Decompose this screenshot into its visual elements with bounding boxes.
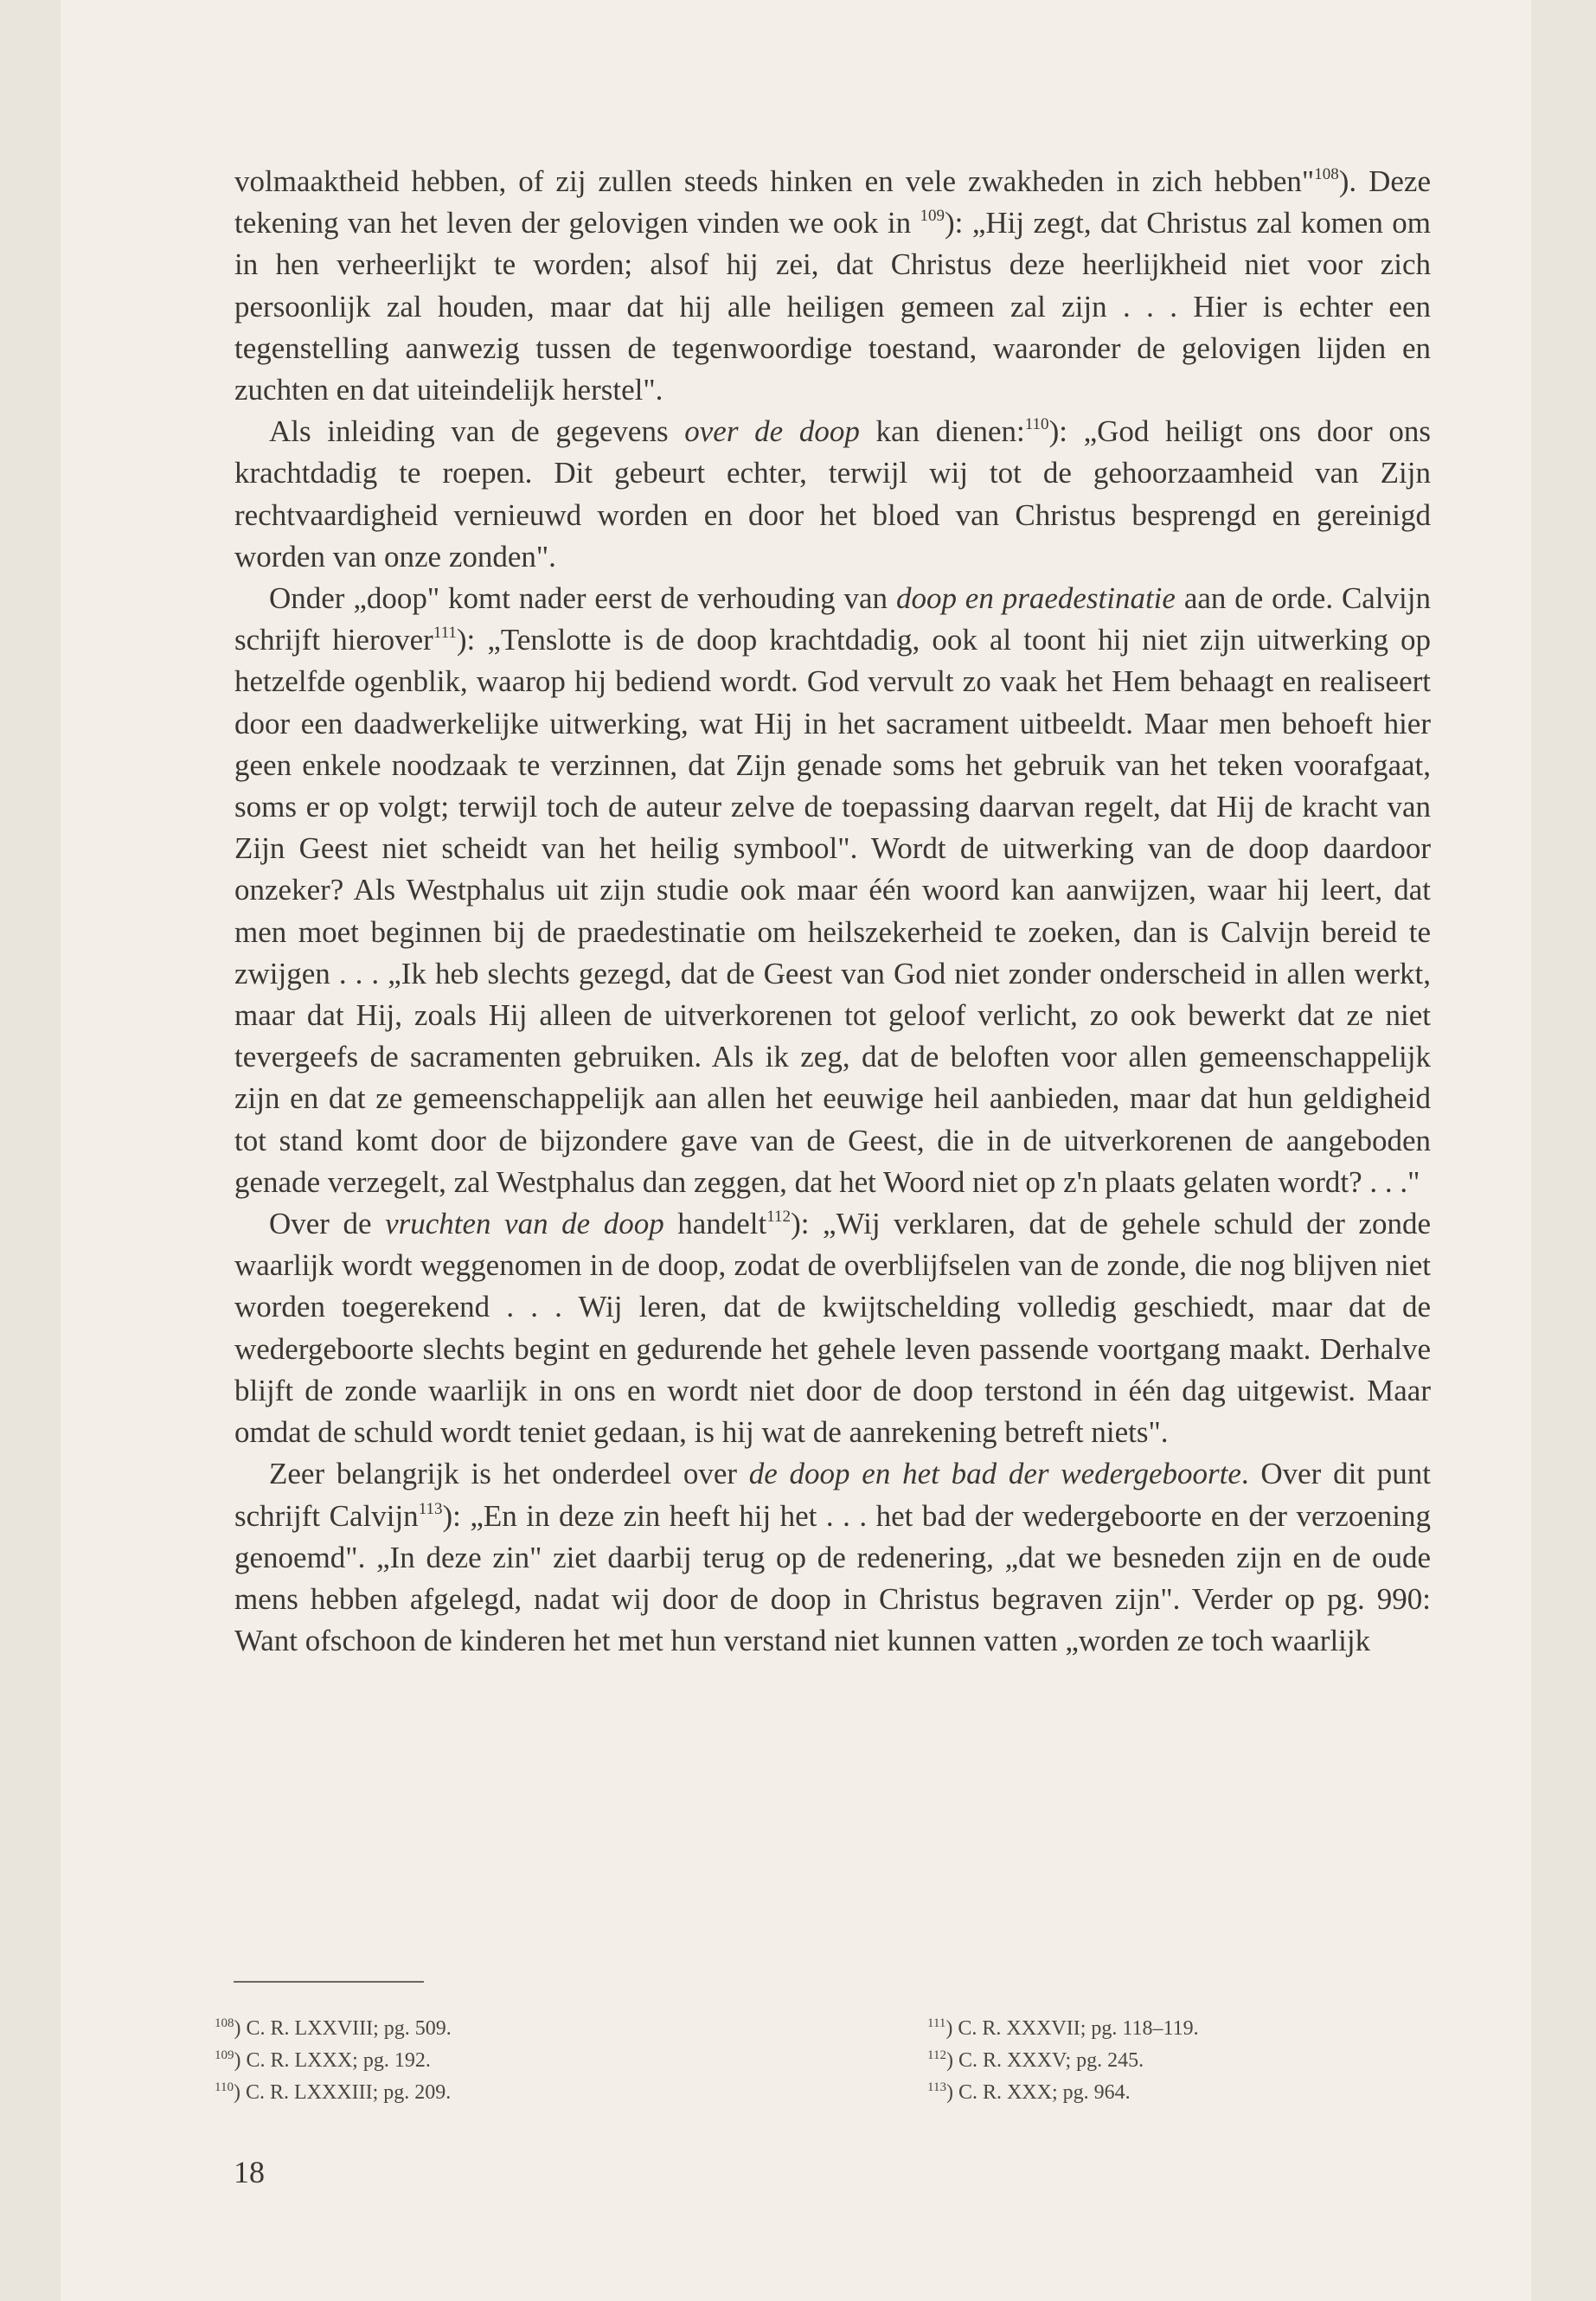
footnote-ref: 111 bbox=[433, 624, 457, 643]
footnote bbox=[215, 2078, 451, 2107]
footnote bbox=[927, 2078, 1131, 2107]
paragraph bbox=[234, 1453, 1431, 1662]
footnote-text: ) C. R. XXXVII; pg. 118–119. bbox=[945, 2017, 1199, 2040]
footnote-text: ) C. R. XXX; pg. 964. bbox=[945, 2081, 1131, 2104]
footnote-number: 113 bbox=[927, 2080, 946, 2094]
text-run: . Over dit punt schrijft Calvijn bbox=[234, 1457, 1432, 1533]
footnote-rule bbox=[234, 1981, 424, 1983]
footnote-ref: 113 bbox=[418, 1499, 443, 1518]
text-run: Over de bbox=[269, 1207, 386, 1241]
footnote-text: ) C. R. LXXX; pg. 192. bbox=[234, 2049, 431, 2072]
text-run: aan de orde. Calvijn schrijft hierover bbox=[234, 581, 1432, 657]
footnote bbox=[927, 2014, 1199, 2043]
footnote bbox=[215, 2014, 452, 2043]
footnote-number: 112 bbox=[927, 2048, 946, 2062]
footnote-number: 111 bbox=[927, 2016, 946, 2030]
italic-phrase: over de doop bbox=[684, 414, 860, 449]
footnote-ref: 110 bbox=[1024, 415, 1049, 434]
paragraph bbox=[234, 578, 1431, 1203]
italic-phrase: de doop en het bad der wedergeboorte bbox=[748, 1457, 1241, 1491]
text-run: ): „Hij zegt, dat Christus zal komen om in hen verheerlijkt te worden; alsof hij zei, dat Christus deze heerlijkheid niet voor zich persoonlijk zal houden, maar dat hij alle heiligen gemeen zal zijn . . . Hier is echter een tegenstelling aanwezig tussen de tegenwoordige toestand, waaronder de gelovigen lijden en zuchten en dat uiteindelijk herstel". bbox=[234, 206, 1432, 407]
text-run: kan dienen: bbox=[859, 414, 1025, 449]
text-run: ): „En in deze zin heeft hij het . . . het bad der wedergeboorte en der verzoening genoemd". „In deze zin" ziet daarbij terug op de redenering, „dat we besneden zijn en de oude mens hebben afgelegd, nadat wij door de doop in Christus begraven zijn". Verder op pg. 990: Want ofschoon de kinderen het met hun verstand niet kunnen vatten „worden ze toch waarlijk bbox=[234, 1498, 1431, 1658]
page-number: 18 bbox=[234, 2155, 265, 2189]
footnote-text: ) C. R. LXXVIII; pg. 509. bbox=[234, 2017, 452, 2040]
footnote-number: 110 bbox=[215, 2080, 234, 2094]
text-run: ): „Wij verklaren, dat de gehele schuld der zonde waarlijk wordt weggenomen in de doop, zodat de overblijfselen van de zonde, die nog blijven niet worden toegerekend . . . Wij leren, dat de kwijtschelding volledig geschiedt, maar dat de wedergeboorte slechts begint en gedurende het gehele leven passende voortgang maakt. Derhalve blijft de zonde waarlijk in ons en wordt niet door de doop terstond in één dag uitgewist. Maar omdat de schuld wordt teniet gedaan, is hij wat de aanrekening betreft niets". bbox=[234, 1207, 1431, 1450]
italic-phrase: doop en praedestinatie bbox=[895, 581, 1176, 616]
footnote bbox=[215, 2046, 431, 2075]
paragraph bbox=[234, 411, 1431, 578]
footnote-number: 108 bbox=[215, 2016, 234, 2030]
footnote-text: ) C. R. XXXV; pg. 245. bbox=[945, 2049, 1144, 2072]
footnote bbox=[927, 2046, 1144, 2075]
paragraph bbox=[234, 161, 1431, 411]
text-run: ). Deze tekening van het leven der gelovigen vinden we ook in bbox=[234, 164, 1431, 240]
italic-phrase: vruchten van de doop bbox=[385, 1207, 664, 1241]
text-run: Zeer belangrijk is het onderdeel over bbox=[269, 1457, 749, 1491]
text-run: volmaaktheid hebben, of zij zullen steeds hinken en vele zwakheden in zich hebben" bbox=[234, 164, 1315, 198]
footnote-ref: 109 bbox=[920, 207, 945, 226]
text-run: handelt bbox=[663, 1207, 767, 1241]
footnote-ref: 108 bbox=[1314, 165, 1339, 183]
paragraph bbox=[234, 1203, 1431, 1453]
footnote-text: ) C. R. LXXXIII; pg. 209. bbox=[233, 2081, 452, 2104]
footnote-ref: 112 bbox=[766, 1208, 792, 1227]
text-run: Als inleiding van de gegevens bbox=[269, 414, 685, 449]
footnote-number: 109 bbox=[215, 2048, 234, 2062]
text-run: ): „God heiligt ons door ons krachtdadig te roepen. Dit gebeurt echter, terwijl wij tot de gehoorzaamheid van Zijn rechtvaardigheid vernieuwd worden en door het bloed van Christus besprengd en gereinigd worden van onze zonden". bbox=[234, 414, 1431, 574]
text-run: ): „Tenslotte is de doop krachtdadig, ook al toont hij niet zijn uitwerking op hetzelfde ogenblik, waarop hij bediend wordt. God vervult zo vaak het Hem behaagt en realiseert door een daadwerkelijke uitwerking, wat Hij in het sacrament uitbeeldt. Maar men behoeft hier geen enkele noodzaak te verzinnen, dat Zijn genade soms het gebruik van het teken voorafgaat, soms er op volgt; terwijl toch de auteur zelve de toepassing daarvan regelt, dat Hij de kracht van Zijn Geest niet scheidt van het heilig symbool". Wordt de uitwerking van de doop daardoor onzeker? Als Westphalus uit zijn studie ook maar één woord kan aanwijzen, waar hij leert, dat men moet beginnen bij de praedestinatie om heilszekerheid te zoeken, dan is Calvijn bereid te zwijgen . . . „Ik heb slechts gezegd, dat de Geest van God niet zonder onderscheid in allen werkt, maar dat Hij, zoals Hij alleen de uitverkorenen tot geloof verlicht, zo ook bewerkt dat ze niet tevergeefs de sacramenten gebruiken. Als ik zeg, dat de beloften voor allen gemeenschappelijk zijn en dat ze gemeenschappelijk aan allen het eeuwige heil aanbieden, maar dat hun geldigheid tot stand komt door de bijzondere gave van de Geest, die in de uitverkorenen de aangeboden genade verzegelt, zal Westphalus dan zeggen, dat het Woord niet op z'n plaats gelaten wordt? . . ." bbox=[234, 623, 1431, 1199]
body-text bbox=[234, 161, 1431, 1662]
text-run: Onder „doop" komt nader eerst de verhouding van bbox=[269, 581, 896, 616]
